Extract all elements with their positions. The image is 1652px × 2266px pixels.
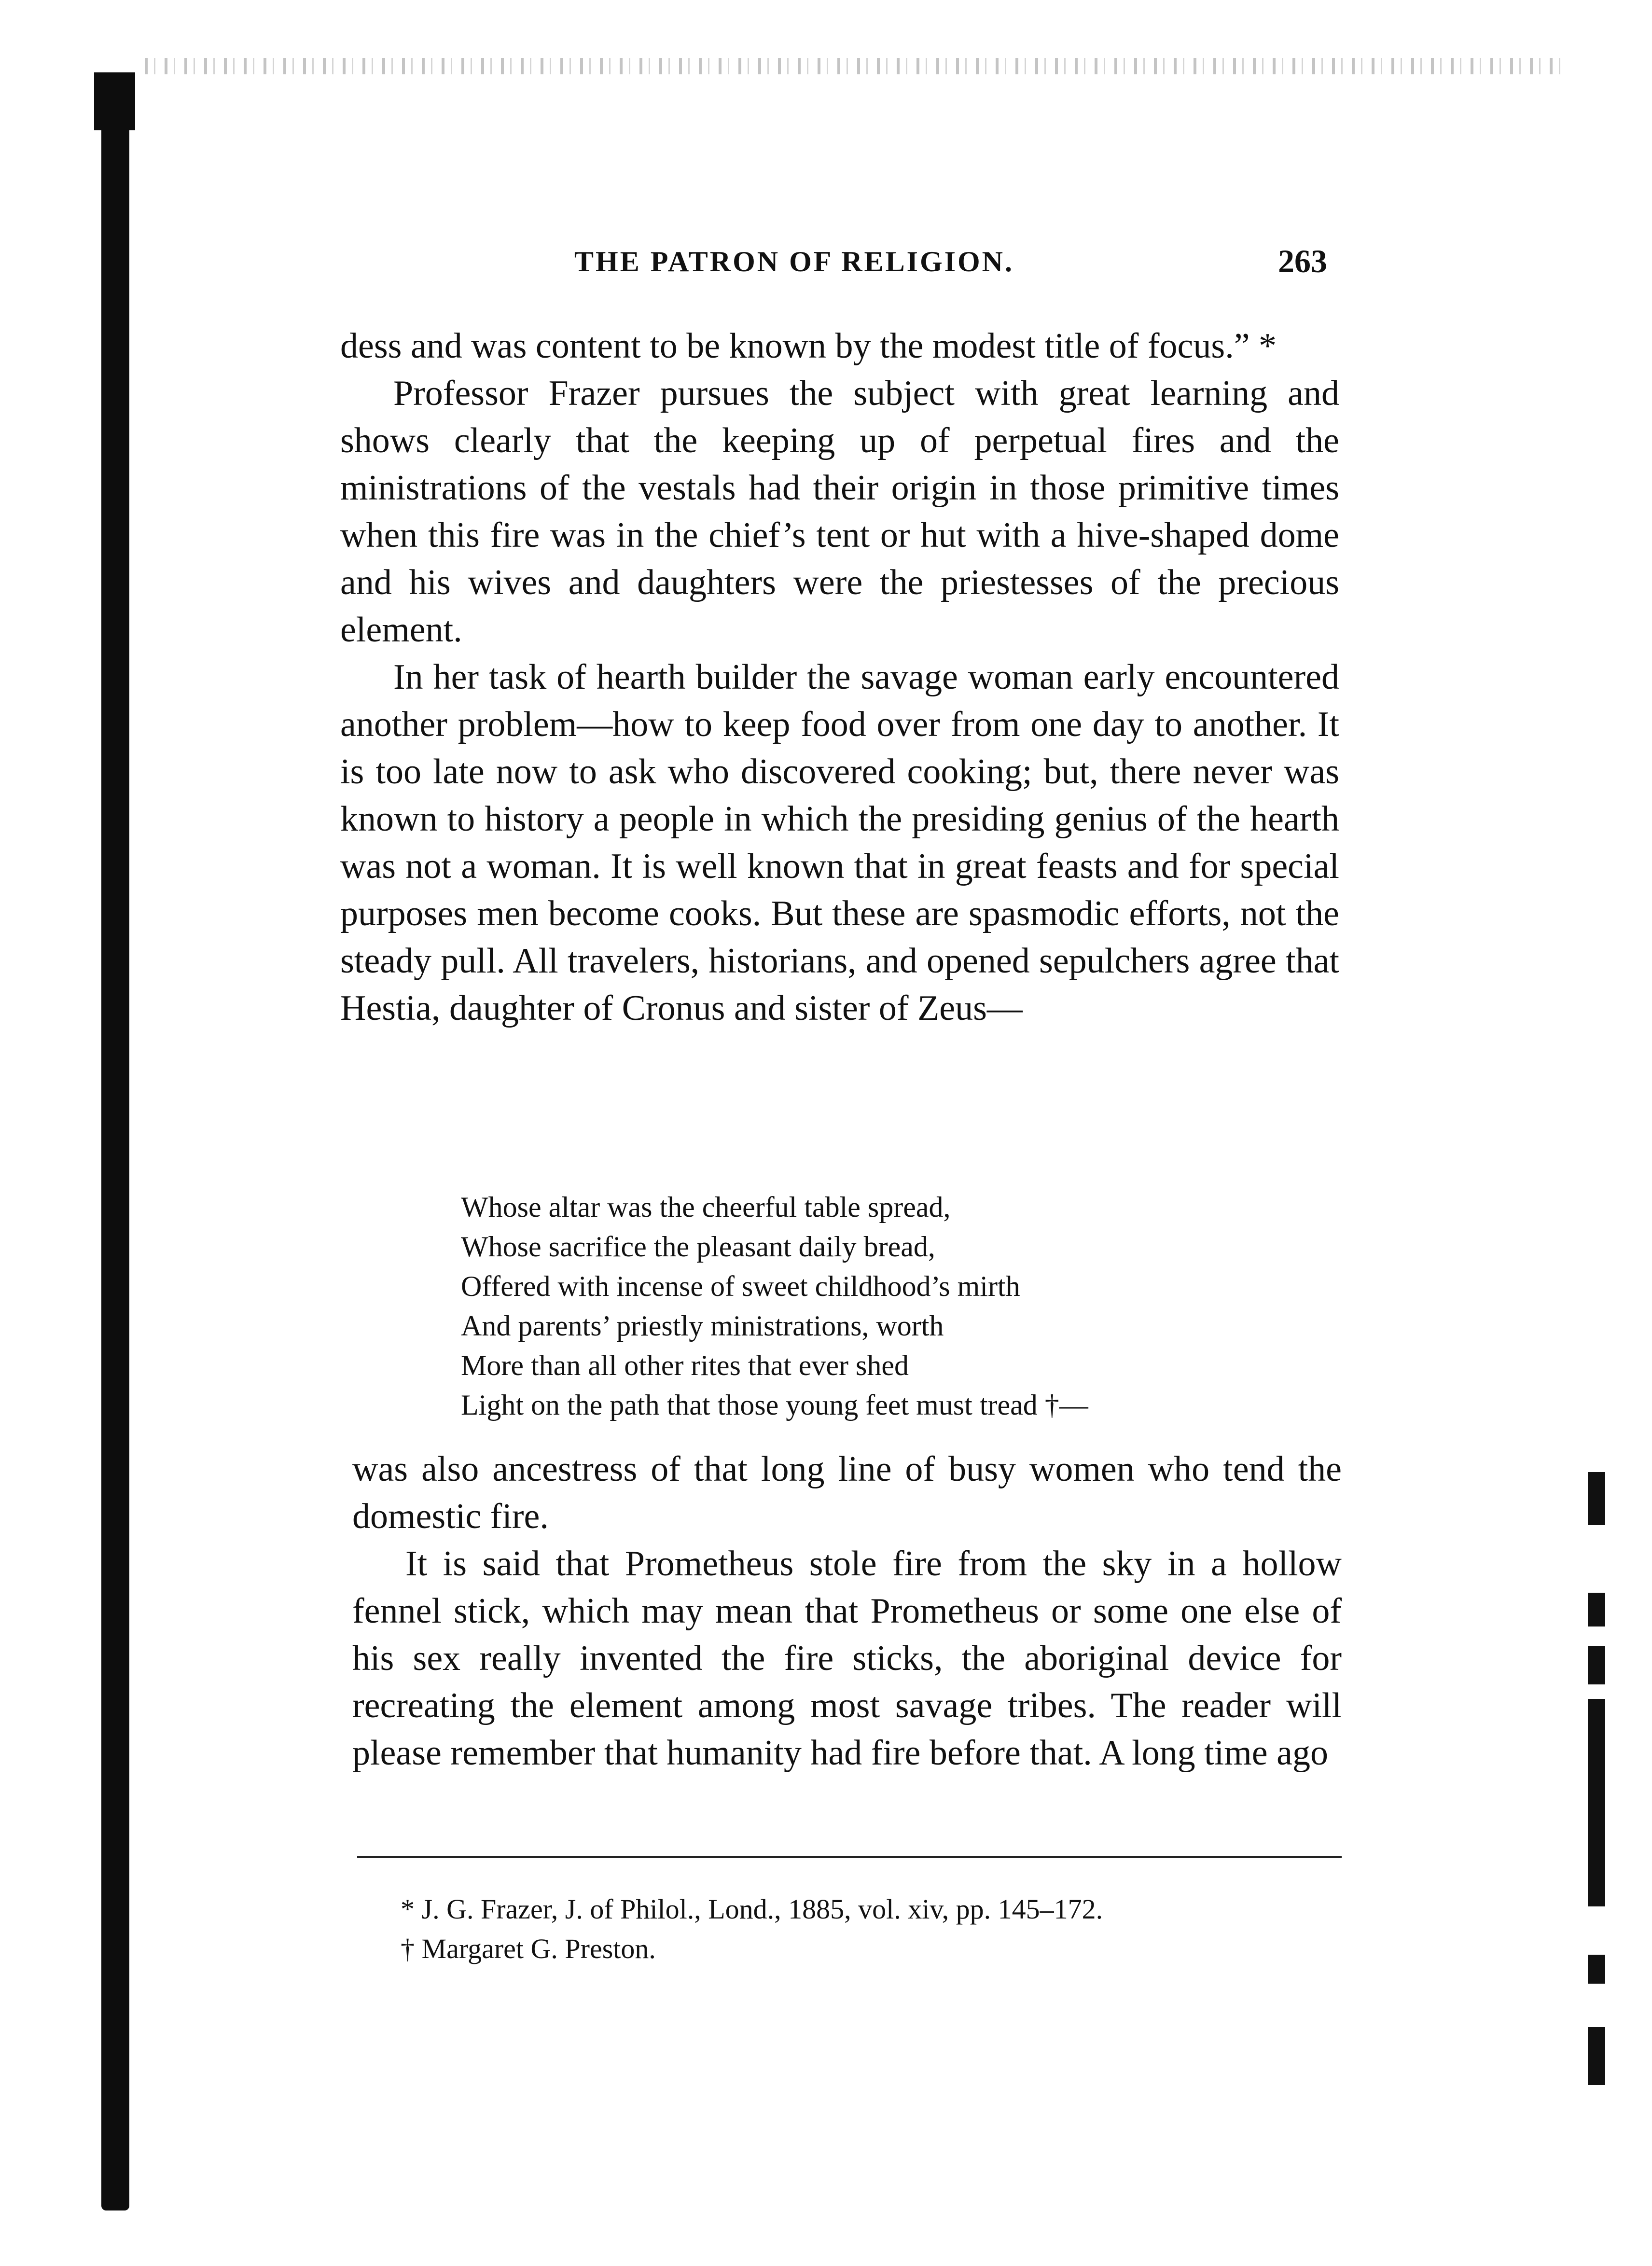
footnote-preston: † Margaret G. Preston. bbox=[401, 1933, 656, 1964]
paragraph-frazer: Professor Frazer pursues the subject with great learning and shows clearly that the keeping up of perpetual fires and the ministrations of the vestals had their origin in those primitive times when this fire was in the chief’s tent or hut with a hive-shaped dome and his wives and daughters were the priestesses of the precious element. bbox=[340, 374, 1339, 650]
paragraph-ancestress: was also ancestress of that long line of busy women who tend the domestic fire. bbox=[352, 1449, 1342, 1536]
scan-binding-edge bbox=[101, 72, 129, 2210]
paragraph-hearth-builder: In her task of hearth builder the savage woman early encountered another problem—how to keep food over from one day to another. It is too late now to ask who discovered cooking; but, there never was known to history a people in which the presiding genius of the hearth was not a woman. It is well known that in great feasts and for special purposes men become cooks. But these are spasmodic efforts, not the steady pull. All travelers, historians, and opened sepulchers agree that Hestia, daughter of Cronus and sister of Zeus— bbox=[340, 657, 1339, 1028]
running-head: THE PATRON OF RELIGION. bbox=[574, 246, 1014, 278]
footnotes bbox=[401, 1890, 1366, 1969]
scan-noise-top bbox=[145, 58, 1569, 74]
poem-line: Whose sacrifice the pleasant daily bread, bbox=[461, 1231, 935, 1263]
poem-line: Whose altar was the cheerful table spread, bbox=[461, 1191, 951, 1223]
paragraph-continued: dess and was content to be known by the modest title of focus.” * bbox=[340, 326, 1277, 366]
main-text-lower bbox=[352, 1446, 1342, 1777]
page-number: 263 bbox=[1278, 243, 1327, 279]
poem-line: More than all other rites that ever shed bbox=[461, 1349, 909, 1381]
scan-edge-marks bbox=[1588, 1472, 1607, 2119]
footnote-divider bbox=[357, 1856, 1342, 1858]
paragraph-prometheus: It is said that Prometheus stole fire from the sky in a hollow fennel stick, which may mean that Prometheus or some one else of his sex really invented the fire sticks, the aboriginal device for recreating the element among most savage tribes. The reader will please remember that humanity had fire before that. A long time ago bbox=[352, 1544, 1342, 1773]
poem-line: Offered with incense of sweet childhood’s mirth bbox=[461, 1270, 1020, 1302]
poem-quotation bbox=[461, 1187, 1330, 1425]
main-text-upper bbox=[340, 322, 1339, 1032]
footnote-frazer: * J. G. Frazer, J. of Philol., Lond., 1885, vol. xiv, pp. 145–172. bbox=[401, 1893, 1103, 1925]
page-header bbox=[574, 245, 1327, 284]
poem-line: Light on the path that those young feet must tread †— bbox=[461, 1389, 1088, 1421]
poem-line: And parents’ priestly ministrations, worth bbox=[461, 1310, 944, 1342]
